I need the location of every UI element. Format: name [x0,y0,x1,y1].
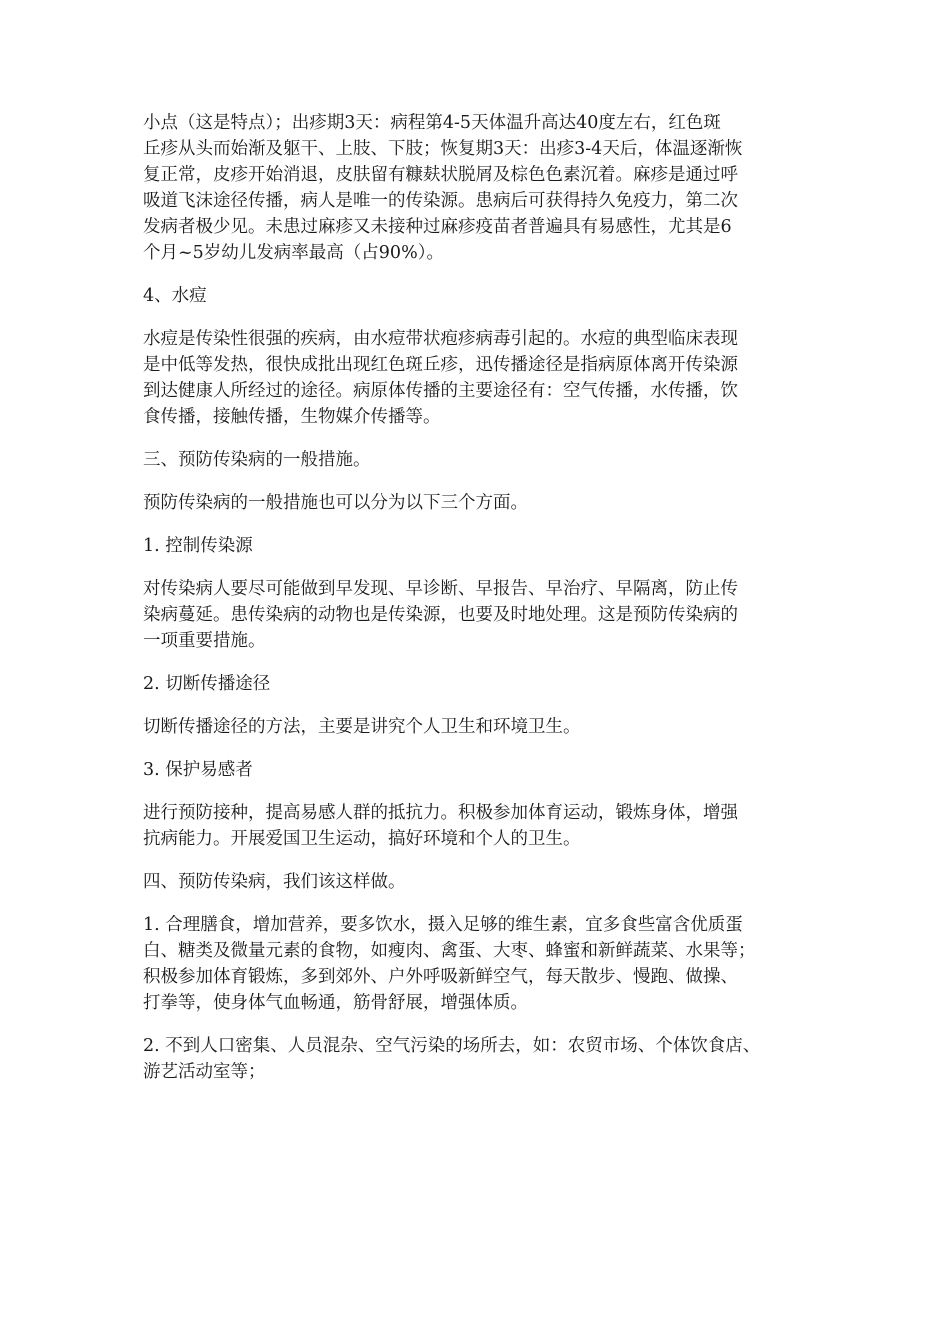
text-line: 丘疹从头而始渐及躯干、上肢、下肢；恢复期3天：出疹3-4天后，体温逐渐恢 [143,139,743,159]
paragraph-avoid-crowds [143,1033,815,1085]
text-line: 游艺活动室等； [143,1062,266,1082]
paragraph-measures-intro [143,490,815,516]
heading-control-source [143,533,815,559]
text-line: 复正常，皮疹开始消退，皮肤留有糠麸状脱屑及棕色色素沉着。麻疹是通过呼 [143,165,738,185]
text-line: 抗病能力。开展爱国卫生运动，搞好环境和个人的卫生。 [143,829,581,849]
text-line: 小点（这是特点）；出疹期3天：病程第4-5天体温升高达40度左右，红色斑 [143,113,721,133]
heading-text: 4、水痘 [143,286,207,306]
heading-protect-susceptible [143,757,815,783]
text-line: 是中低等发热，很快成批出现红色斑丘疹，迅传播途径是指病原体离开传染源 [143,355,738,375]
text-line: 食传播，接触传播，生物媒介传播等。 [143,407,441,427]
heading-text: 2. 切断传播途径 [143,674,271,694]
text-line: 2. 不到人口密集、人员混杂、空气污染的场所去，如：农贸市场、个体饮食店、 [143,1036,761,1056]
text-line: 水痘是传染性很强的疾病，由水痘带状疱疹病毒引起的。水痘的典型临床表现 [143,329,738,349]
paragraph-chickenpox [143,326,815,430]
text-line: 一项重要措施。 [143,631,266,651]
text-line: 进行预防接种，提高易感人群的抵抗力。积极参加体育运动，锻炼身体，增强 [143,803,738,823]
text-line: 切断传播途径的方法，主要是讲究个人卫生和环境卫生。 [143,717,581,737]
paragraph-control-source [143,576,815,654]
heading-text: 三、预防传染病的一般措施。 [143,450,371,470]
heading-text: 3. 保护易感者 [143,760,253,780]
heading-what-to-do [143,869,815,895]
text-line: 积极参加体育锻炼，多到郊外、户外呼吸新鲜空气，每天散步、慢跑、做操、 [143,967,738,987]
text-line: 白、糖类及微量元素的食物，如瘦肉、禽蛋、大枣、蜂蜜和新鲜蔬菜、水果等； [143,941,756,961]
text-line: 到达健康人所经过的途径。病原体传播的主要途径有：空气传播，水传播，饮 [143,381,738,401]
document-body [143,110,815,1102]
text-line: 吸道飞沫途径传播，病人是唯一的传染源。患病后可获得持久免疫力，第二次 [143,191,738,211]
text-line: 1. 合理膳食，增加营养，要多饮水，摄入足够的维生素，宜多食些富含优质蛋 [143,915,743,935]
heading-chickenpox [143,283,815,309]
heading-cut-transmission [143,671,815,697]
heading-general-measures [143,447,815,473]
text-line: 染病蔓延。患传染病的动物也是传染源，也要及时地处理。这是预防传染病的 [143,605,738,625]
text-line: 个月~5岁幼儿发病率最高（占90%）。 [143,243,444,263]
text-line: 对传染病人要尽可能做到早发现、早诊断、早报告、早治疗、早隔离，防止传 [143,579,738,599]
paragraph-cut-transmission [143,714,815,740]
paragraph-measles-symptoms [143,110,815,266]
paragraph-diet [143,912,815,1016]
text-line: 发病者极少见。未患过麻疹又未接种过麻疹疫苗者普遍具有易感性，尤其是6 [143,217,732,237]
text-line: 预防传染病的一般措施也可以分为以下三个方面。 [143,493,528,513]
text-line: 打拳等，使身体气血畅通，筋骨舒展，增强体质。 [143,993,528,1013]
heading-text: 四、预防传染病，我们该这样做。 [143,872,406,892]
paragraph-protect-susceptible [143,800,815,852]
heading-text: 1. 控制传染源 [143,536,253,556]
